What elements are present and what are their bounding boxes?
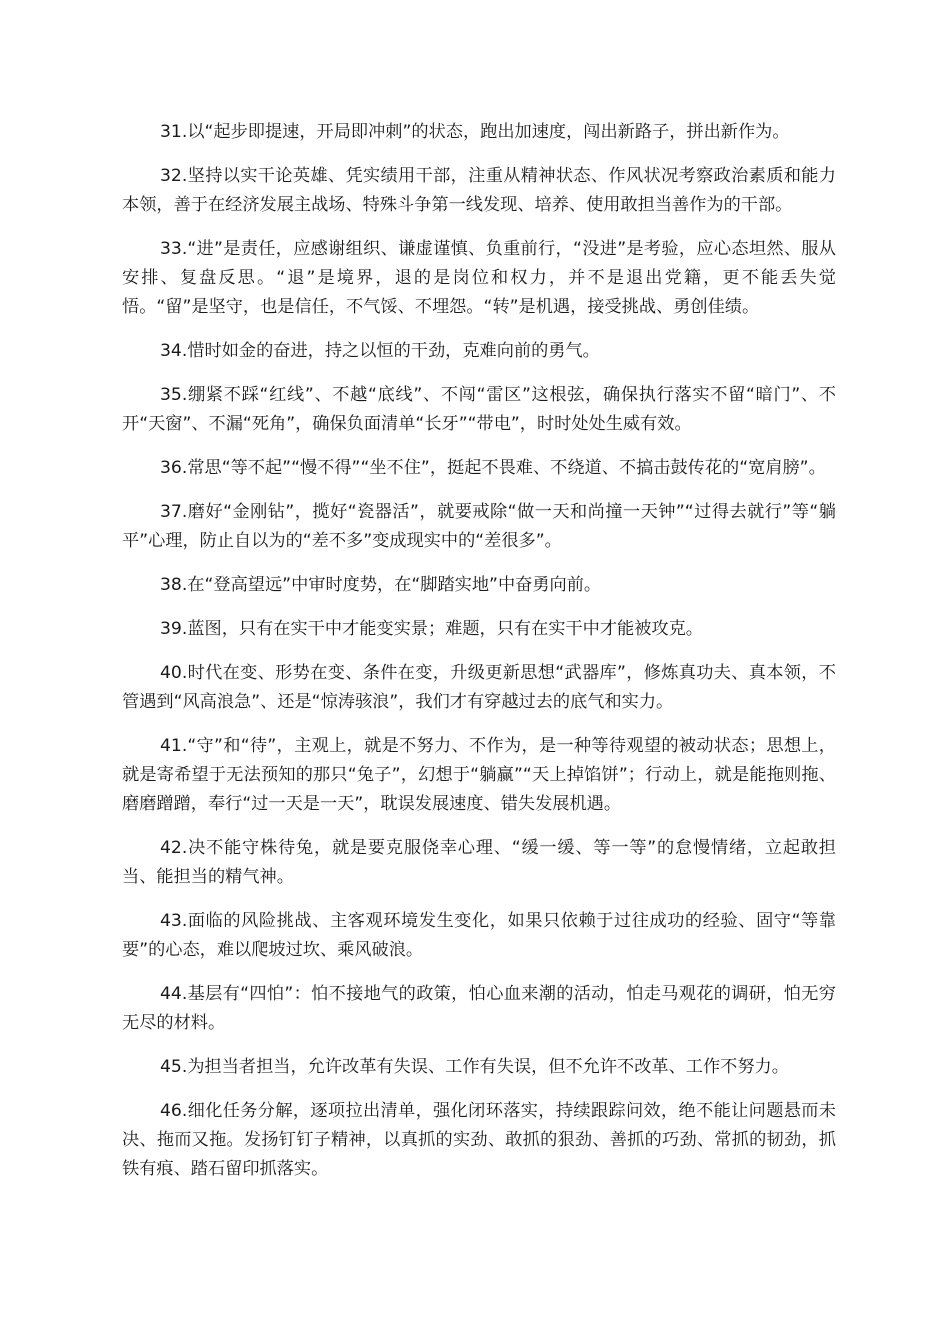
paragraph-41: 41.“守”和“待”，主观上，就是不努力、不作为，是一种等待观望的被动状态；思想上，就是寄希望于无法预知的那只“兔子”，幻想于“躺赢”“天上掉馅饼”；行动上，就是能拖则拖、磨磨蹭蹭，奉行“过一天是一天”，耽误发展速度、错失发展机遇。 bbox=[122, 736, 836, 814]
paragraph-33: 33.“进”是责任，应感谢组织、谦虚谨慎、负重前行，“没进”是考验，应心态坦然、服从安排、复盘反思。“退”是境界，退的是岗位和权力，并不是退出党籍，更不能丢失觉悟。“留”是坚守，也是信任，不气馁、不埋怨。“转”是机遇，接受挑战、勇创佳绩。 bbox=[122, 239, 836, 317]
paragraph-46: 46.细化任务分解，逐项拉出清单，强化闭环落实，持续跟踪问效，绝不能让问题悬而未决、拖而又拖。发扬钉钉子精神，以真抓的实劲、敢抓的狠劲、善抓的巧劲、常抓的韧劲，抓铁有痕、踏石留印抓落实。 bbox=[122, 1101, 836, 1179]
document-body bbox=[122, 118, 836, 1199]
paragraph-32: 32.坚持以实干论英雄、凭实绩用干部，注重从精神状态、作风状况考察政治素质和能力本领，善于在经济发展主战场、特殊斗争第一线发现、培养、使用敢担当善作为的干部。 bbox=[122, 166, 836, 215]
paragraph-45: 45.为担当者担当，允许改革有失误、工作有失误，但不允许不改革、工作不努力。 bbox=[160, 1057, 789, 1077]
paragraph-31: 31.以“起步即提速，开局即冲刺”的状态，跑出加速度，闯出新路子，拼出新作为。 bbox=[160, 122, 790, 142]
paragraph-36: 36.常思“等不起”“慢不得”“坐不住”，挺起不畏难、不绕道、不搞击鼓传花的“宽肩膀”。 bbox=[160, 458, 826, 478]
paragraph-43: 43.面临的风险挑战、主客观环境发生变化，如果只依赖于过往成功的经验、固守“等靠要”的心态，难以爬坡过坎、乘风破浪。 bbox=[122, 911, 836, 960]
paragraph-35: 35.绷紧不踩“红线”、不越“底线”、不闯“雷区”这根弦，确保执行落实不留“暗门”、不开“天窗”、不漏“死角”，确保负面清单“长牙”“带电”，时时处处生威有效。 bbox=[122, 385, 836, 434]
paragraph-34: 34.惜时如金的奋进，持之以恒的干劲，克难向前的勇气。 bbox=[160, 341, 600, 361]
paragraph-44: 44.基层有“四怕”：怕不接地气的政策，怕心血来潮的活动，怕走马观花的调研，怕无穷无尽的材料。 bbox=[122, 984, 836, 1033]
paragraph-42: 42.决不能守株待兔，就是要克服侥幸心理、“缓一缓、等一等”的怠慢情绪，立起敢担当、能担当的精气神。 bbox=[122, 838, 836, 887]
paragraph-37: 37.磨好“金刚钻”，揽好“瓷器活”，就要戒除“做一天和尚撞一天钟”“过得去就行”等“躺平”心理，防止自以为的“差不多”变成现实中的“差很多”。 bbox=[122, 502, 836, 551]
paragraph-38: 38.在“登高望远”中审时度势，在“脚踏实地”中奋勇向前。 bbox=[160, 575, 602, 595]
paragraph-40: 40.时代在变、形势在变、条件在变，升级更新思想“武器库”，修炼真功夫、真本领，不管遇到“风高浪急”、还是“惊涛骇浪”，我们才有穿越过去的底气和实力。 bbox=[122, 663, 836, 712]
paragraph-39: 39.蓝图，只有在实干中才能变实景；难题，只有在实干中才能被攻克。 bbox=[160, 619, 703, 639]
